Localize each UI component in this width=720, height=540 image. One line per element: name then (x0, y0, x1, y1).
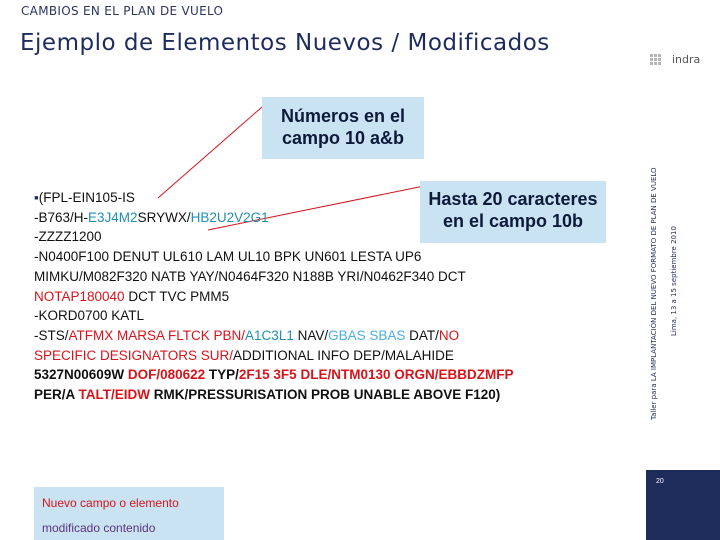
workshop-caption: Taller para LA IMPLANTACIÓN DEL NUEVO FORMATO DE PLAN DE VUELO (650, 167, 658, 420)
connector-fields (158, 107, 262, 198)
page-number: 20 (656, 478, 664, 485)
legend-new-element: Nuevo campo o elemento (42, 496, 179, 510)
fpl-line-6: NOTAP180040 DCT TVC PMM5 (34, 288, 230, 304)
fpl-line-2: -B763/H-E3J4M2SRYWX/HB2U2V2G1 (34, 209, 269, 225)
fpl-line-5: MIMKU/M082F320 NATB YAY/N0464F320 N188B YRI/N0462F340 DCT (34, 268, 466, 284)
callout-chars-line1: Hasta 20 caracteres (428, 189, 598, 209)
fpl-line-8: -STS/ATFMX MARSA FLTCK PBN/A1C3L1 NAV/GBAS SBAS DAT/NO (34, 327, 460, 343)
fpl-line-11: PER/A TALT/EIDW RMK/PRESSURISATION PROB UNABLE ABOVE F120) (34, 387, 501, 403)
venue-caption: Lima, 13 a 15 septiembre 2010 (670, 226, 678, 336)
legend-modified-content: modificado contenido (42, 521, 156, 535)
fpl-line-3: -ZZZZ1200 (34, 229, 102, 245)
fpl-line-7: -KORD0700 KATL (34, 308, 145, 324)
fpl-line-1: ▪(FPL-EIN105-IS (34, 190, 135, 205)
slide-title: Ejemplo de Elementos Nuevos / Modificados (20, 30, 550, 56)
callout-chars-line2: en el campo 10b (442, 211, 584, 231)
callout-fields-numbers (262, 97, 424, 159)
flight-plan-message (34, 188, 644, 405)
fpl-line-10: 5327N00609W DOF/080622 TYP/2F15 3F5 DLE/NTM0130 ORGN/EBBDZMFP (34, 367, 514, 383)
section-kicker: CAMBIOS EN EL PLAN DE VUELO (21, 4, 224, 18)
fpl-line-9: SPECIFIC DESIGNATORS SUR/ADDITIONAL INFO DEP/MALAHIDE (34, 347, 454, 363)
bullet-icon: ▪ (34, 190, 39, 205)
callout-fields-line2: campo 10 a&b (281, 128, 405, 148)
fpl-line-4: -N0400F100 DENUT UL610 LAM UL10 BPK UN601 LESTA UP6 (34, 249, 422, 265)
callout-fields-line1: Números en el (280, 106, 406, 126)
logo-wordmark: indra (672, 53, 701, 66)
color-legend (34, 487, 224, 540)
